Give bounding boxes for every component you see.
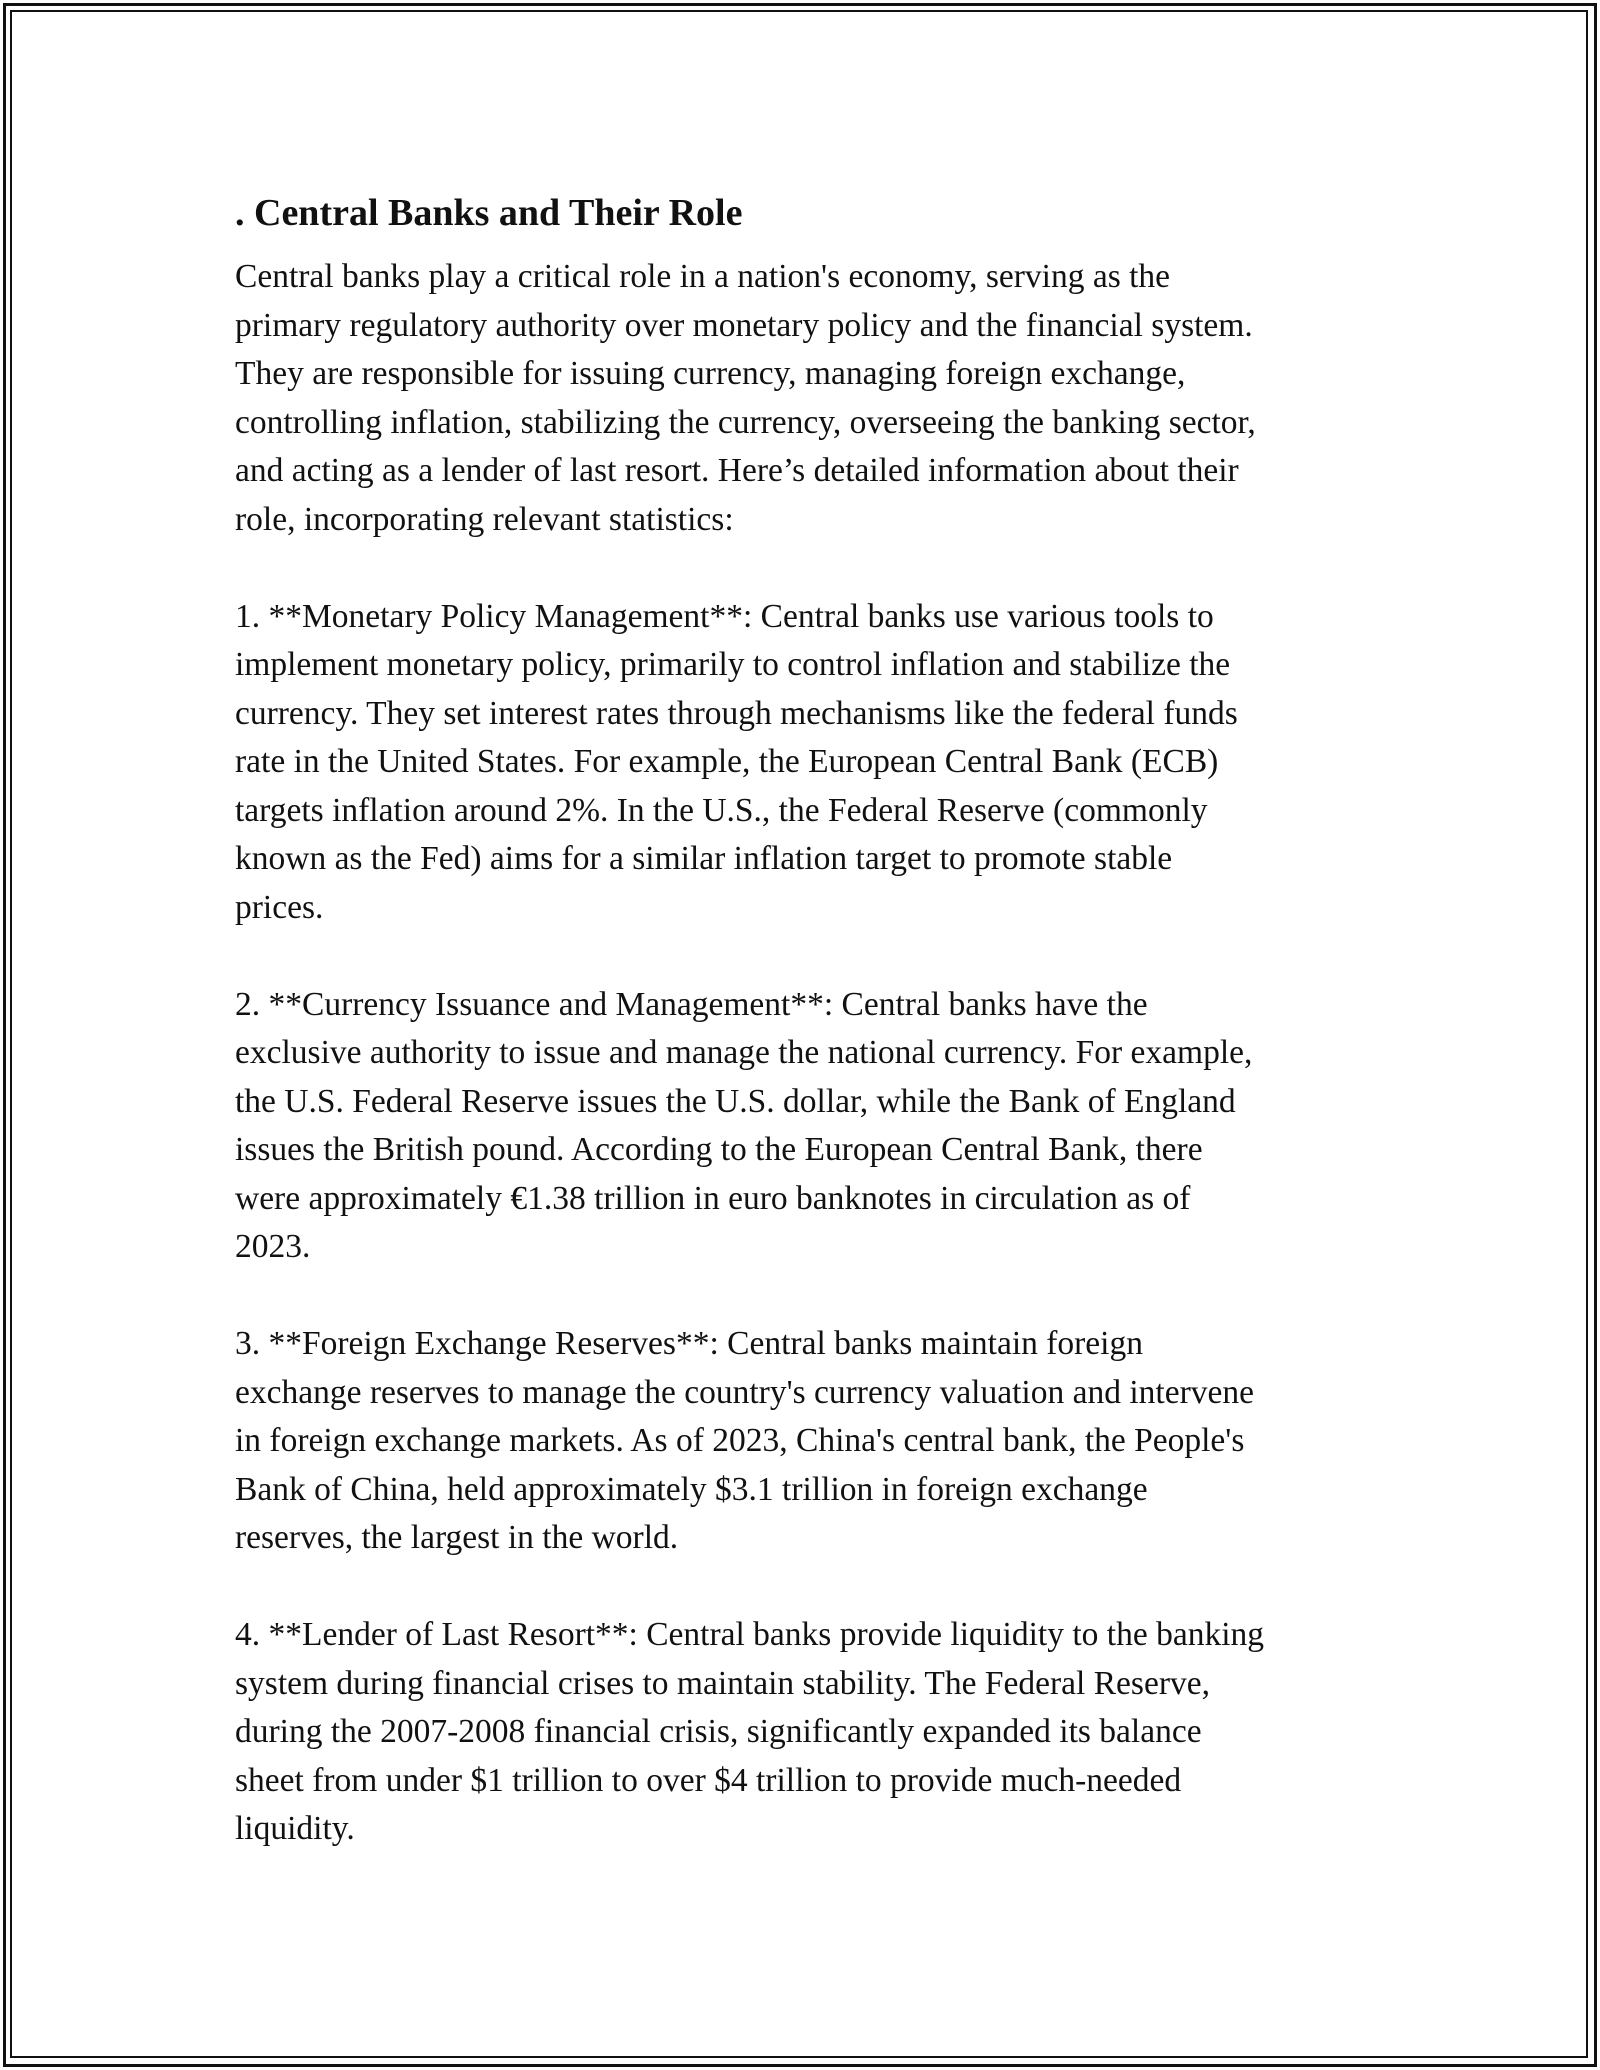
text-line: Central banks play a critical role in a nation's economy, serving as the [235, 258, 1171, 295]
text-line: in foreign exchange markets. As of 2023, China's central bank, the People's [235, 1422, 1245, 1459]
text-line: known as the Fed) aims for a similar inflation target to promote stable [235, 840, 1173, 877]
text-line: currency. They set interest rates through mechanisms like the federal funds [235, 694, 1238, 732]
lender-of-last-resort-paragraph [235, 1611, 1375, 1854]
text-line: exchange reserves to manage the country's currency valuation and intervene [235, 1373, 1254, 1411]
text-line: the U.S. Federal Reserve issues the U.S. dollar, while the Bank of England [235, 1082, 1236, 1120]
text-line: were approximately €1.38 trillion in euro banknotes in circulation as of [235, 1179, 1191, 1217]
text-line: 3. **Foreign Exchange Reserves**: Central banks maintain foreign [235, 1325, 1143, 1362]
text-line: rate in the United States. For example, the European Central Bank (ECB) [235, 743, 1219, 780]
text-line: controlling inflation, stabilizing the currency, overseeing the banking sector, [235, 403, 1256, 441]
intro-paragraph [235, 253, 1375, 544]
document-body [235, 185, 1375, 1902]
text-line: prices. [235, 888, 324, 926]
text-line: system during financial crises to maintain stability. The Federal Reserve, [235, 1664, 1210, 1702]
currency-issuance-paragraph [235, 981, 1375, 1272]
text-line: primary regulatory authority over monetary policy and the financial system. [235, 306, 1253, 344]
text-line: Bank of China, held approximately $3.1 trillion in foreign exchange [235, 1470, 1148, 1508]
foreign-exchange-paragraph [235, 1320, 1375, 1563]
text-line: sheet from under $1 trillion to over $4 trillion to provide much-needed [235, 1761, 1182, 1799]
text-line: 1. **Monetary Policy Management**: Central banks use various tools to [235, 597, 1214, 635]
text-line: issues the British pound. According to the European Central Bank, there [235, 1131, 1203, 1168]
monetary-policy-paragraph [235, 593, 1375, 933]
text-line: implement monetary policy, primarily to control inflation and stabilize the [235, 646, 1231, 683]
text-line: They are responsible for issuing currency, managing foreign exchange, [235, 355, 1186, 392]
text-line: role, incorporating relevant statistics: [235, 500, 734, 538]
text-line: targets inflation around 2%. In the U.S., the Federal Reserve (commonly [235, 791, 1208, 829]
text-line: and acting as a lender of last resort. Here’s detailed information about their [235, 452, 1239, 489]
text-line: reserves, the largest in the world. [235, 1519, 679, 1556]
page-title: . Central Banks and Their Role [235, 192, 743, 234]
text-line: liquidity. [235, 1810, 355, 1847]
text-line: during the 2007-2008 financial crisis, significantly expanded its balance [235, 1713, 1202, 1750]
text-line: 2023. [235, 1228, 311, 1265]
text-line: 4. **Lender of Last Resort**: Central banks provide liquidity to the banking [235, 1616, 1264, 1653]
text-line: exclusive authority to issue and manage the national currency. For example, [235, 1034, 1253, 1071]
text-line: 2. **Currency Issuance and Management**: Central banks have the [235, 985, 1148, 1023]
